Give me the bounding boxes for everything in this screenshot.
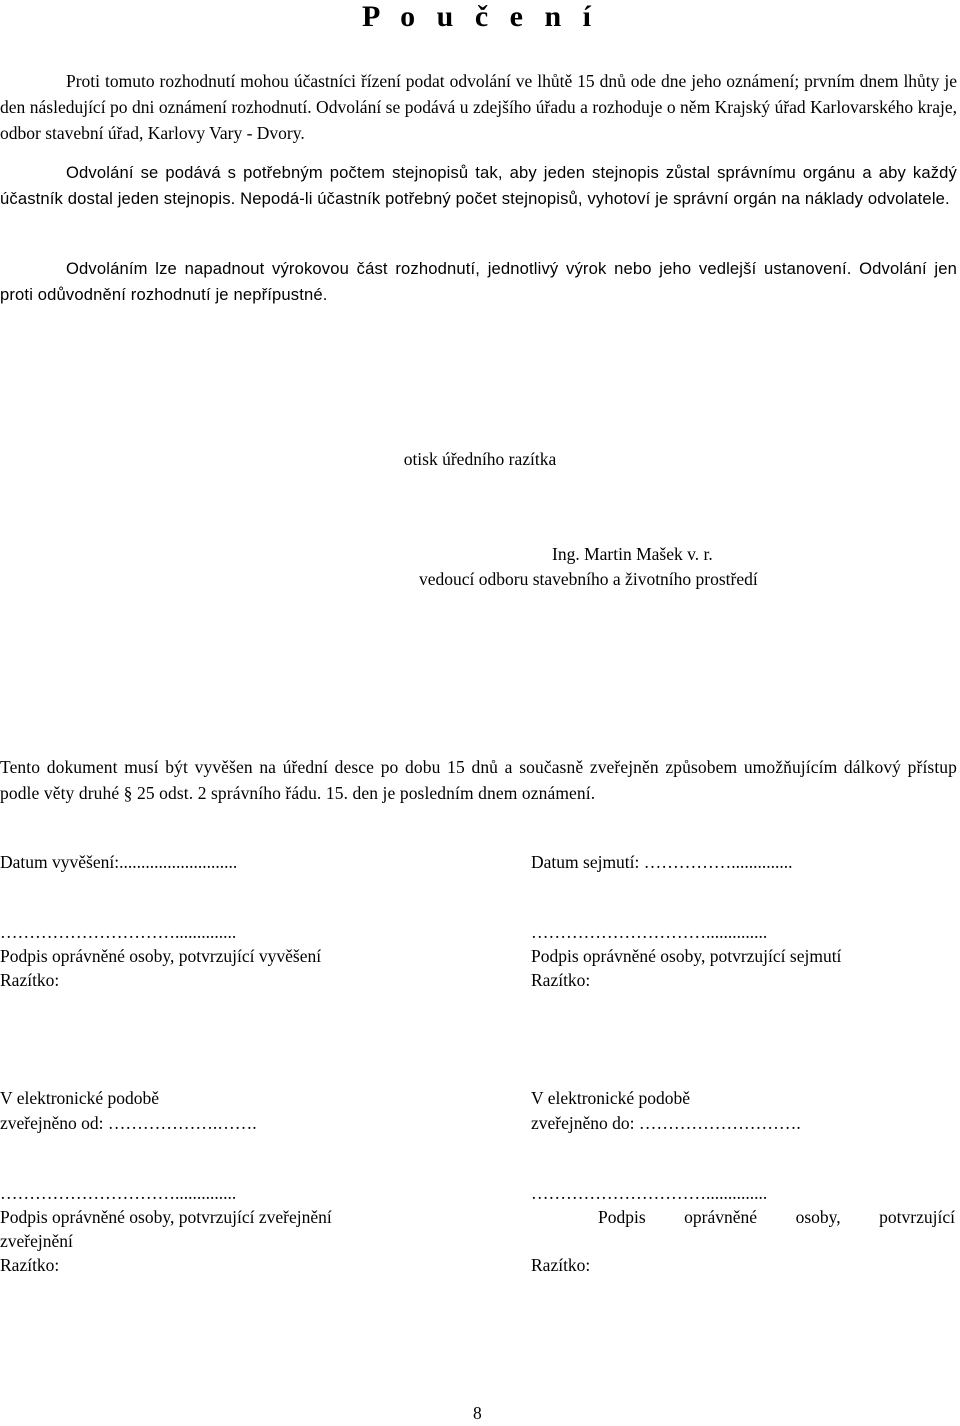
page-number: 8	[473, 1403, 482, 1423]
electronic-to-stamp-label: Razítko:	[531, 1255, 591, 1275]
electronic-to-label: V elektronické podobě	[531, 1088, 691, 1108]
removed-signature-label: Podpis oprávněné osoby, potvrzující sejmutí	[531, 946, 842, 966]
posted-stamp-label: Razítko:	[0, 970, 60, 990]
posting-notice: Tento dokument musí být vyvěšen na úřední desce po dobu 15 dnů a současně zveřejněn způsobem umožňujícím dálkový přístup podle věty druhé § 25 odst. 2 správního řádu. 15. den je posledním dnem oznámení.	[0, 757, 957, 803]
page-title: P o u č e n í	[361, 0, 598, 33]
electronic-from-line: zveřejněno od: ……………….…….	[0, 1113, 257, 1133]
removed-signature-dots: …………………………..............	[531, 922, 768, 942]
electronic-to-signature-dots: …………………………..............	[531, 1183, 768, 1203]
electronic-from-signature-dots: …………………………..............	[0, 1183, 237, 1203]
appeal-scope-paragraph	[0, 256, 957, 308]
appeal-instructions-paragraph	[0, 68, 957, 146]
appeal-instructions-text: Proti tomuto rozhodnutí mohou účastníci řízení podat odvolání ve lhůtě 15 dnů ode dne jeho oznámení; prvním dnem lhůty je den následující po dni oznámení rozhodnutí. Odvolání se podává u zdejšího úřadu a rozhoduje o něm Krajský úřad Karlovarského kraje, odbor stavební úřad, Karlovy Vary - Dvory.	[0, 71, 957, 143]
copies-text: Odvolání se podává s potřebným počtem stejnopisů tak, aby jeden stejnopis zůstal správnímu orgánu a aby každý účastník dostal jeden stejnopis. Nepodá-li účastník potřebný počet stejnopisů, vyhotoví je správní orgán na náklady odvolatele.	[0, 163, 957, 208]
signatory-role: vedoucí odboru stavebního a životního prostředí	[419, 569, 758, 589]
posted-date-line: Datum vyvěšení:...........................	[0, 852, 238, 872]
posted-signature-dots: …………………………..............	[0, 922, 237, 942]
stamp-placeholder-label: otisk úředního razítka	[403, 449, 557, 469]
removed-date-line: Datum sejmutí: ……………..............	[531, 852, 793, 872]
electronic-from-label: V elektronické podobě	[0, 1088, 160, 1108]
posted-signature-label: Podpis oprávněné osoby, potvrzující vyvěšení	[0, 946, 322, 966]
removed-stamp-label: Razítko:	[531, 970, 591, 990]
electronic-from-signature-label-continued: zveřejnění	[0, 1231, 73, 1251]
electronic-to-line: zveřejněno do: ……………………….	[531, 1113, 801, 1133]
appeal-scope-text: Odvoláním lze napadnout výrokovou část rozhodnutí, jednotlivý výrok nebo jeho vedlejší ustanovení. Odvolání jen proti odůvodnění rozhodnutí je nepřípustné.	[0, 259, 957, 304]
copies-paragraph	[0, 160, 957, 212]
electronic-to-signature-label: Podpis oprávněné osoby, potvrzující	[598, 1207, 955, 1227]
signatory-name: Ing. Martin Mašek v. r.	[552, 544, 713, 564]
electronic-from-signature-label: Podpis oprávněné osoby, potvrzující zveřejnění	[0, 1207, 332, 1227]
electronic-from-stamp-label: Razítko:	[0, 1255, 60, 1275]
